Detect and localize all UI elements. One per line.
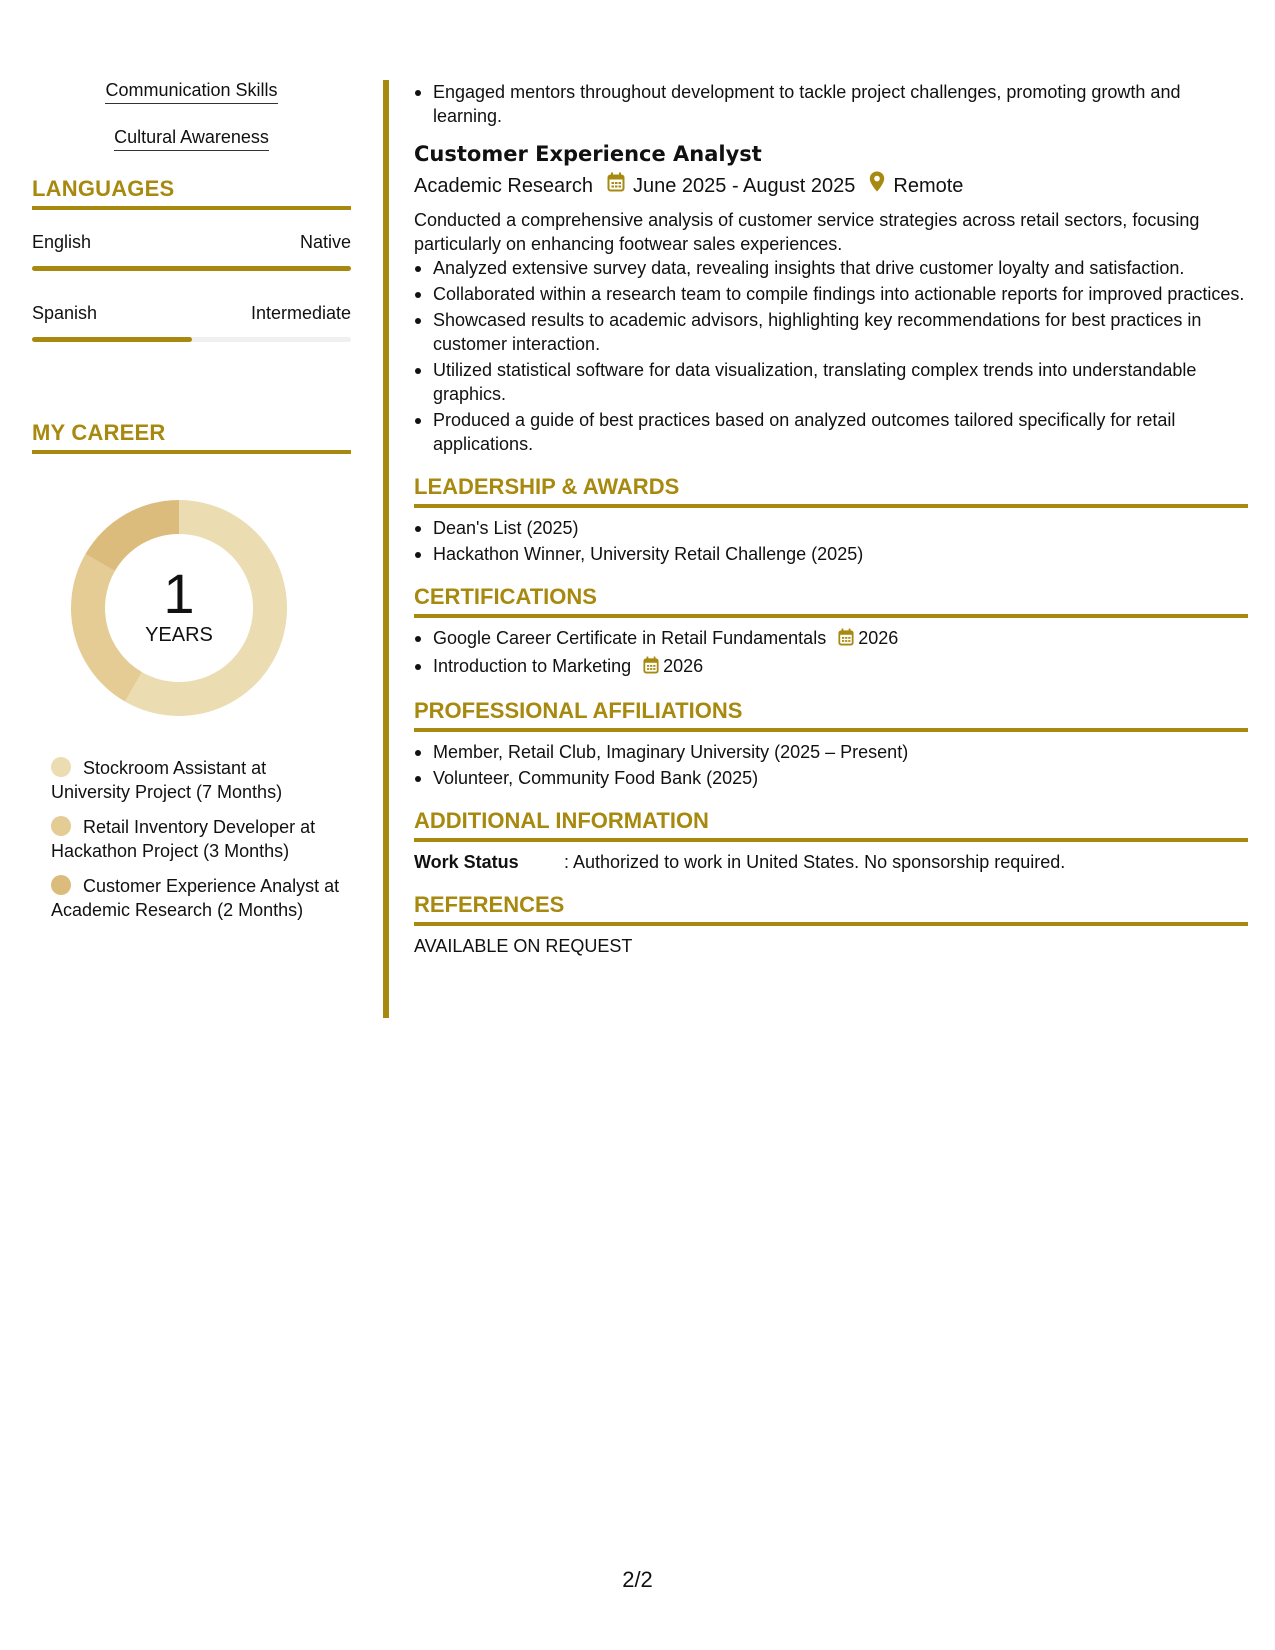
career-unit: YEARS [145, 624, 213, 646]
legend-dot [51, 875, 71, 895]
language-name: English [32, 232, 92, 252]
section-title: REFERENCES [414, 892, 1248, 926]
legend-item: Retail Inventory Developer at Hackathon Project (3 Months) [51, 817, 316, 861]
languages-section [32, 176, 351, 342]
job-description: Conducted a comprehensive analysis of customer service strategies across retail sectors, focusing particularly on enhancing footwear sales experiences. [414, 210, 1200, 254]
section-title: LANGUAGES [32, 176, 351, 210]
column-divider [383, 80, 389, 1018]
awards-section [414, 474, 1248, 566]
language-level: Native [299, 232, 351, 252]
calendar-icon [643, 656, 659, 680]
list-item: Analyzed extensive survey data, revealing insights that drive customer loyalty and satisfaction. [414, 256, 1248, 280]
career-legend [51, 756, 351, 922]
skill-item: Communication Skills [32, 78, 351, 104]
language-item [32, 230, 351, 271]
cert-name: Introduction to Marketing [433, 656, 632, 676]
proficiency-bar [32, 337, 351, 342]
career-donut-chart [67, 496, 291, 720]
section-title: LEADERSHIP & AWARDS [414, 474, 1248, 508]
info-value: : Authorized to work in United States. No sponsorship required. [564, 852, 1066, 872]
list-item: Collaborated within a research team to compile findings into actionable reports for improved practices. [414, 282, 1248, 306]
section-title: MY CAREER [32, 420, 351, 454]
language-level: Intermediate [250, 303, 351, 323]
page-number: 2/2 [622, 1567, 653, 1592]
job-meta [414, 171, 1248, 200]
proficiency-bar [32, 266, 351, 271]
list-item [414, 626, 1248, 652]
career-section [32, 420, 351, 922]
job-title: Customer Experience Analyst [414, 142, 762, 166]
job-dates: June 2025 - August 2025 [632, 174, 856, 197]
cert-name: Google Career Certificate in Retail Fundamentals [433, 628, 827, 648]
legend-dot [51, 816, 71, 836]
proficiency-fill [32, 337, 192, 342]
career-total: 1 [163, 562, 195, 625]
section-title: CERTIFICATIONS [414, 584, 1248, 618]
language-item [32, 301, 351, 342]
references-text: AVAILABLE ON REQUEST [414, 936, 633, 956]
list-item: Hackathon Winner, University Retail Challenge (2025) [414, 542, 1248, 566]
additional-info-section [414, 808, 1248, 874]
skill-item: Cultural Awareness [32, 125, 351, 151]
bullet-list [414, 256, 1248, 456]
calendar-icon [838, 628, 854, 652]
legend-item: Stockroom Assistant at University Project (7 Months) [51, 758, 283, 802]
left-column [32, 78, 351, 933]
cert-year: 2026 [858, 628, 899, 648]
job-company: Academic Research [414, 174, 593, 197]
legend-dot [51, 757, 71, 777]
cert-year: 2026 [663, 656, 704, 676]
section-title: PROFESSIONAL AFFILIATIONS [414, 698, 1248, 732]
list-item: Produced a guide of best practices based on analyzed outcomes tailored specifically for retail applications. [414, 408, 1248, 456]
job-location: Remote [893, 174, 964, 197]
list-item: Volunteer, Community Food Bank (2025) [414, 766, 1248, 790]
legend-item: Customer Experience Analyst at Academic Research (2 Months) [51, 876, 340, 920]
proficiency-fill [32, 266, 351, 271]
list-item: Showcased results to academic advisors, highlighting key recommendations for best practices in customer interaction. [414, 308, 1248, 356]
list-item: Member, Retail Club, Imaginary University (2025 – Present) [414, 740, 1248, 764]
bullet-list [414, 80, 1248, 128]
calendar-icon [607, 172, 625, 200]
list-item: Utilized statistical software for data visualization, translating complex trends into understandable graphics. [414, 358, 1248, 406]
references-section [414, 892, 1248, 958]
certifications-section [414, 584, 1248, 680]
right-column [414, 80, 1248, 958]
list-item [414, 654, 1248, 680]
language-name: Spanish [32, 303, 98, 323]
location-pin-icon [869, 171, 885, 200]
list-item: Dean's List (2025) [414, 516, 1248, 540]
list-item: Engaged mentors throughout development to tackle project challenges, promoting growth and learning. [414, 80, 1248, 128]
section-title: ADDITIONAL INFORMATION [414, 808, 1248, 842]
info-label: Work Status [414, 852, 519, 872]
affiliations-section [414, 698, 1248, 790]
